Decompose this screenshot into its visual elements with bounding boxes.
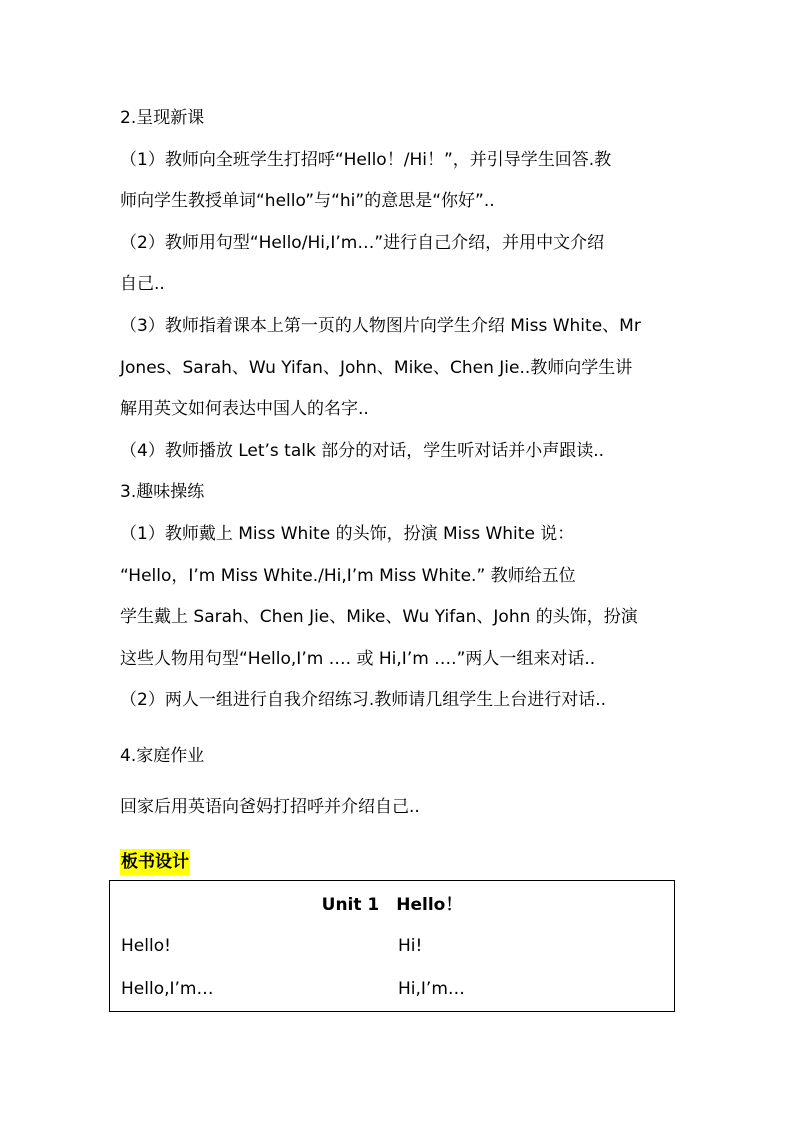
board-right-cell: Hi! bbox=[398, 936, 423, 956]
paragraph-line: Jones、Sarah、Wu Yifan、John、Mike、Chen Jie..教师向学生讲 bbox=[120, 358, 633, 378]
board-left-cell: Hello,I’m… bbox=[121, 979, 214, 999]
board-left-cell: Hello! bbox=[121, 936, 171, 956]
paragraph-line: 这些人物用句型“Hello,I’m …. 或 Hi,I’m ….”两人一组来对话.. bbox=[120, 649, 596, 669]
board-unit-heading: Unit 1 Hello！ bbox=[321, 895, 463, 915]
board-design-table bbox=[109, 880, 675, 1012]
paragraph-line: 回家后用英语向爸妈打招呼并介绍自己.. bbox=[120, 797, 420, 817]
section-heading-fun-practice: 3.趣味操练 bbox=[120, 482, 205, 502]
paragraph-line: 自己.. bbox=[120, 274, 165, 294]
paragraph-line: 学生戴上 Sarah、Chen Jie、Mike、Wu Yifan、John 的头饰，扮演 bbox=[120, 607, 638, 627]
section-heading-homework: 4.家庭作业 bbox=[120, 746, 205, 766]
paragraph-line: （2）教师用句型“Hello/Hi,I’m…”进行自己介绍，并用中文介绍 bbox=[120, 233, 605, 253]
section-heading-present-new-lesson: 2.呈现新课 bbox=[120, 108, 205, 128]
paragraph-line: （4）教师播放 Let’s talk 部分的对话，学生听对话并小声跟读.. bbox=[120, 441, 605, 461]
board-design-title: 板书设计 bbox=[120, 849, 190, 875]
paragraph-line: “Hello，I’m Miss White./Hi,I’m Miss White.” 教师给五位 bbox=[120, 566, 576, 586]
paragraph-line: （3）教师指着课本上第一页的人物图片向学生介绍 Miss White、Mr bbox=[120, 316, 641, 336]
paragraph-line: 解用英文如何表达中国人的名字.. bbox=[120, 399, 369, 419]
paragraph-line: 师向学生教授单词“hello”与“hi”的意思是“你好”.. bbox=[120, 191, 495, 211]
paragraph-line: （1）教师向全班学生打招呼“Hello！/Hi！”，并引导学生回答.教 bbox=[120, 150, 612, 170]
paragraph-line: （1）教师戴上 Miss White 的头饰，扮演 Miss White 说： bbox=[120, 524, 575, 544]
board-right-cell: Hi,I’m… bbox=[398, 979, 465, 999]
paragraph-line: （2）两人一组进行自我介绍练习.教师请几组学生上台进行对话.. bbox=[120, 690, 607, 710]
